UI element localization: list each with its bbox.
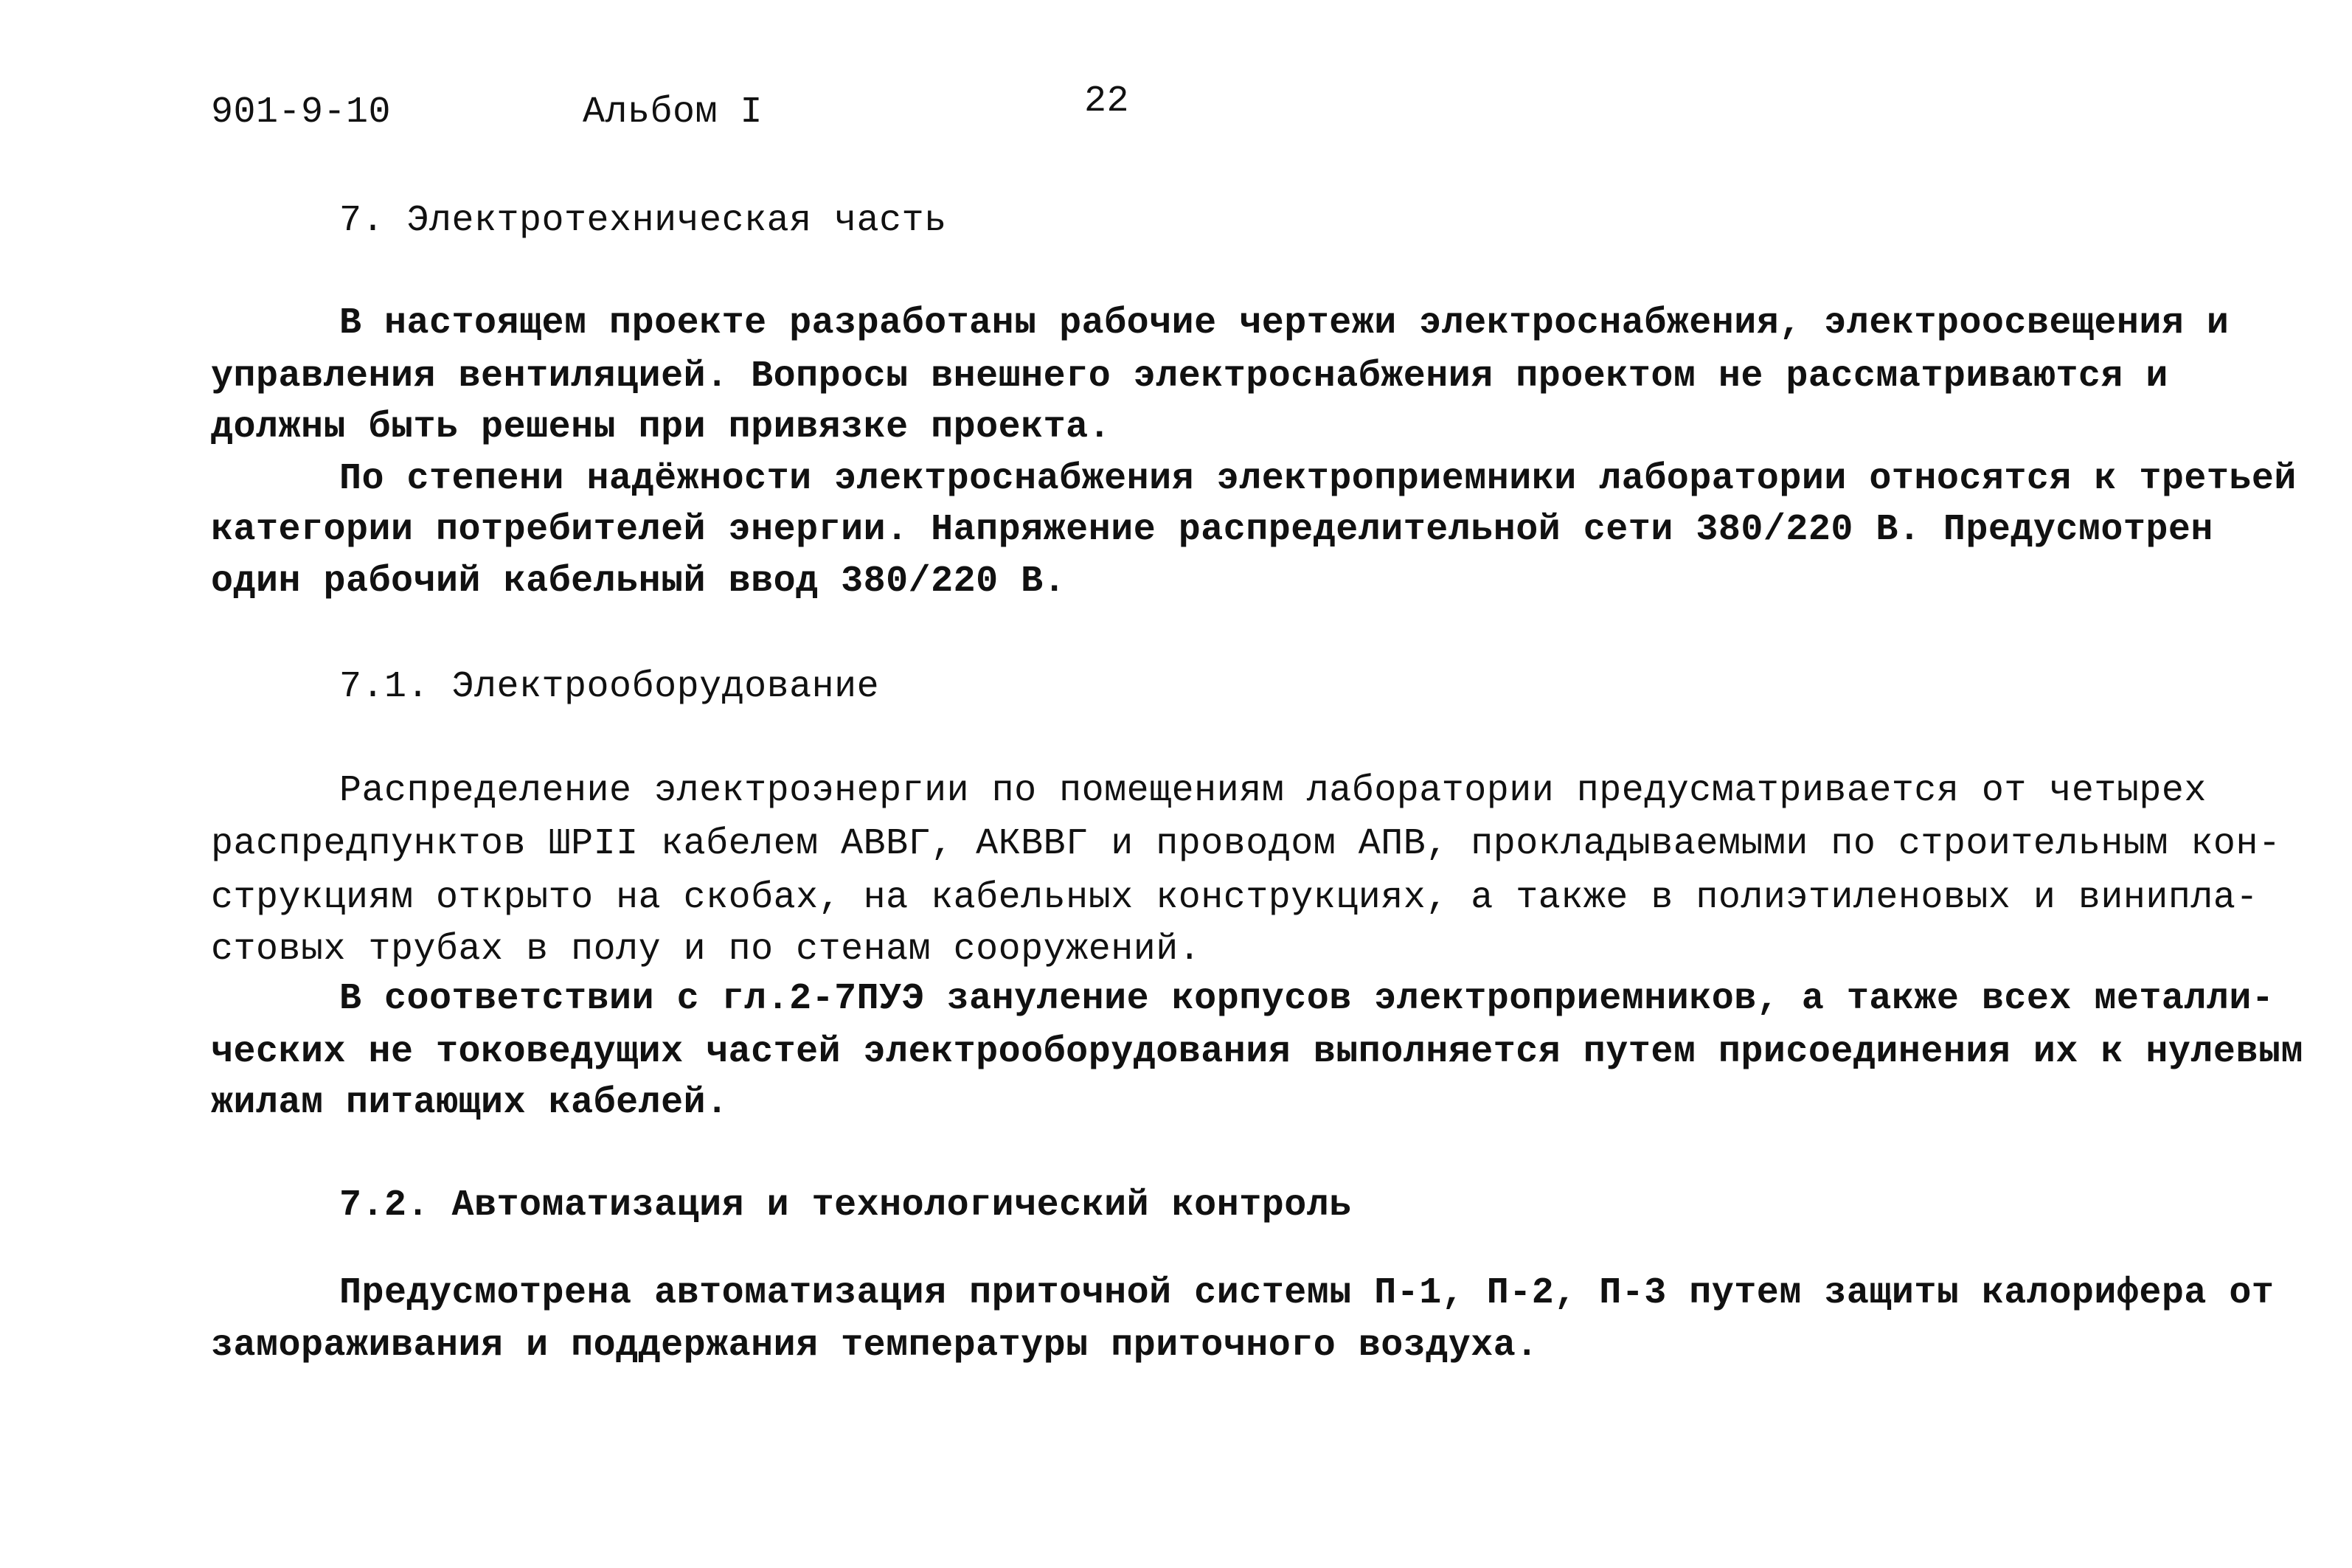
paragraph-line: Распределение электроэнергии по помещениям лаборатории предусматривается от четырех — [339, 770, 2207, 812]
document-code: 901-9-10 — [211, 91, 392, 133]
paragraph-line: замораживания и поддержания температуры приточного воздуха. — [211, 1325, 1538, 1367]
paragraph-line: управления вентиляцией. Вопросы внешнего электроснабжения проектом не рассматриваются и — [211, 355, 2168, 398]
paragraph-line: Предусмотрена автоматизация приточной системы П-1, П-2, П-3 путем защиты калорифера от — [339, 1272, 2275, 1314]
paragraph-line: По степени надёжности электроснабжения электроприемники лаборатории относятся к третьей — [339, 458, 2297, 500]
section-heading: 7.2. Автоматизация и технологический контроль — [339, 1184, 1352, 1227]
paragraph-line: ческих не токоведущих частей электрооборудования выполняется путем присоединения их к нулевым — [211, 1031, 2303, 1073]
page-number: 22 — [1084, 80, 1130, 122]
paragraph-line: жилам питающих кабелей. — [211, 1082, 729, 1124]
section-heading: 7.1. Электрооборудование — [339, 666, 880, 708]
paragraph-line: один рабочий кабельный ввод 380/220 В. — [211, 561, 1066, 603]
paragraph-line: струкциям открыто на скобах, на кабельных конструкциях, а также в полиэтиленовых и винипла- — [211, 877, 2258, 919]
paragraph-line: должны быть решены при привязке проекта. — [211, 406, 1111, 448]
section-heading: 7. Электротехническая часть — [339, 200, 947, 242]
paragraph-line: распредпунктов ШРII кабелем АВВГ, АКВВГ и проводом АПВ, прокладываемыми по строительным кон- — [211, 823, 2281, 865]
paragraph-line: стовых трубах в полу и по стенам сооружений. — [211, 929, 1201, 971]
paragraph-line: категории потребителей энергии. Напряжение распределительной сети 380/220 В. Предусмотрен — [211, 509, 2213, 551]
paragraph-line: В соответствии с гл.2-7ПУЭ зануление корпусов электроприемников, а также всех металли- — [339, 978, 2275, 1020]
album-label: Альбом I — [583, 91, 763, 133]
paragraph-line: В настоящем проекте разработаны рабочие чертежи электроснабжения, электроосвещения и — [339, 302, 2230, 344]
